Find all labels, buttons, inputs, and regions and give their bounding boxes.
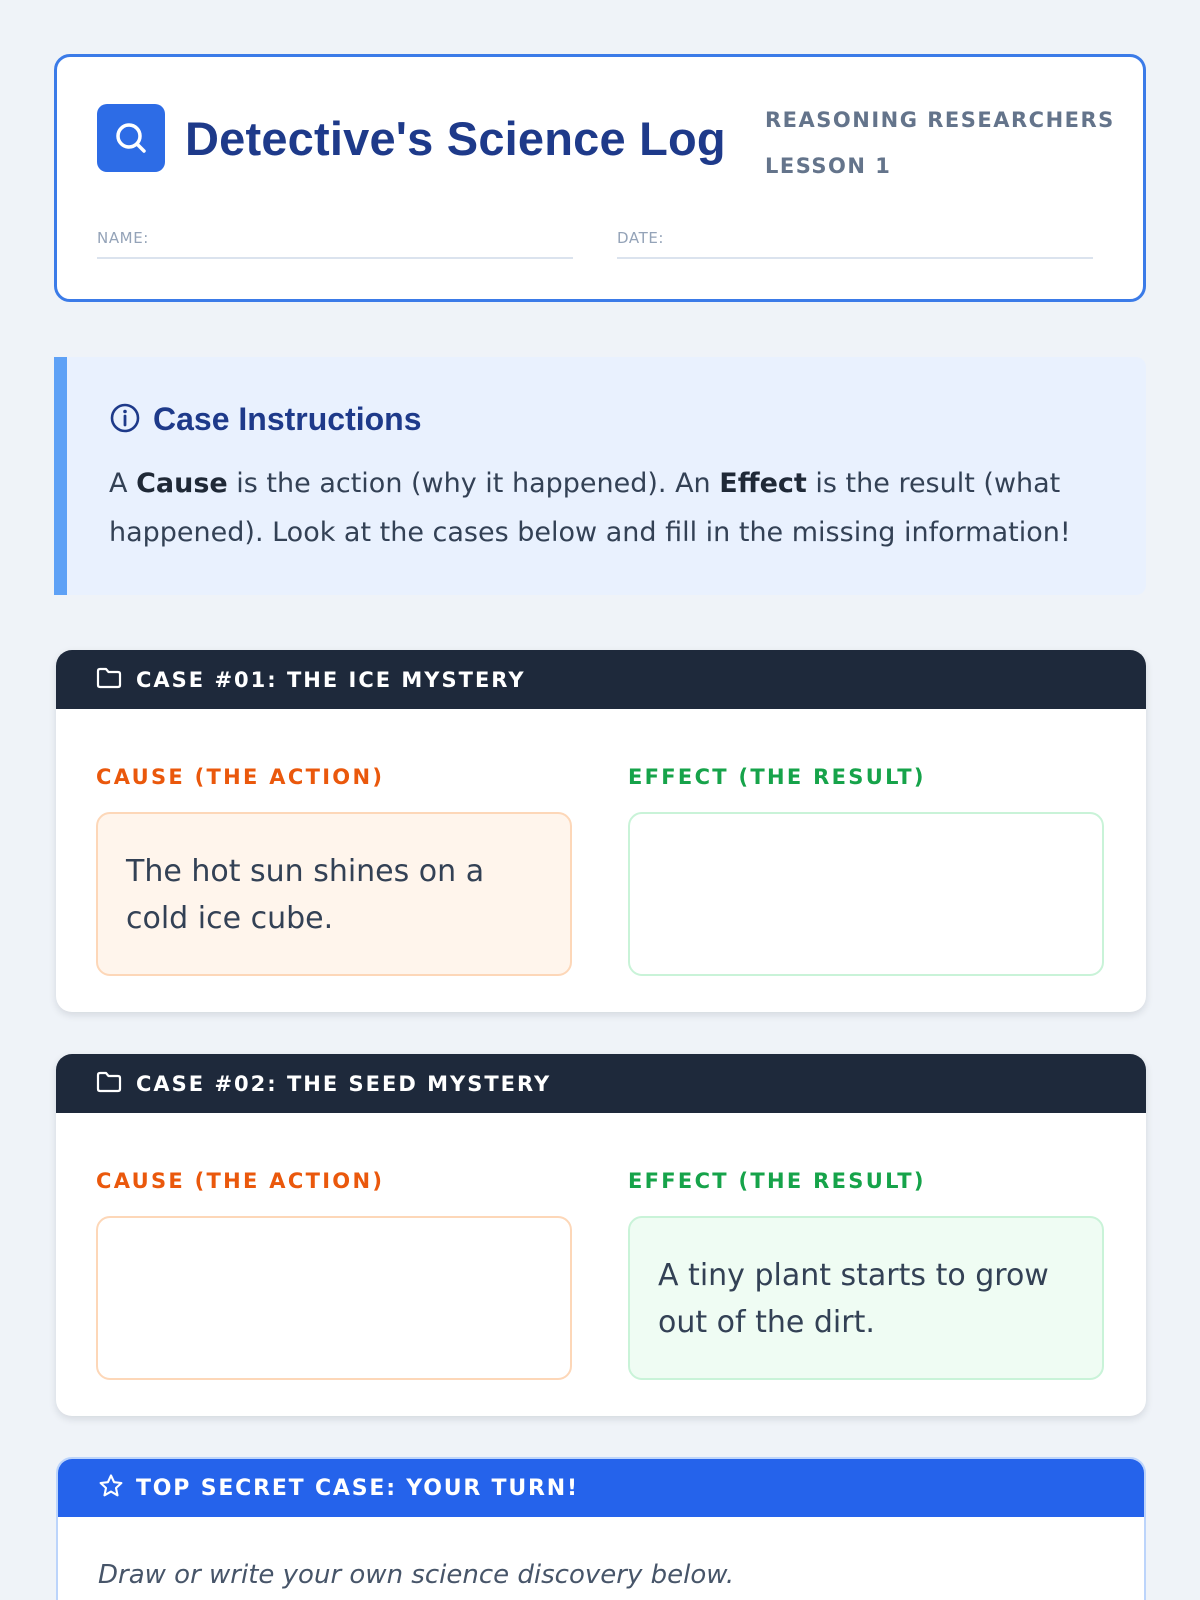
- date-field[interactable]: [617, 223, 1093, 259]
- case-card-1: [56, 650, 1146, 1012]
- instructions-text: [109, 459, 1119, 557]
- effect-box: A tiny plant starts to grow out of the dirt.: [628, 1216, 1104, 1380]
- case-header: [56, 650, 1146, 709]
- header-meta: [765, 97, 1115, 189]
- name-label: NAME:: [97, 229, 149, 247]
- cause-box: The hot sun shines on a cold ice cube.: [96, 812, 572, 976]
- search-icon: [97, 104, 165, 172]
- case-title: CASE #01: THE ICE MYSTERY: [136, 667, 526, 692]
- cause-term: Cause: [136, 468, 228, 499]
- instr-part: is the action (why it happened). An: [227, 468, 720, 499]
- info-icon: [109, 402, 141, 438]
- cause-label: CAUSE (THE ACTION): [96, 765, 385, 789]
- effect-label: EFFECT (THE RESULT): [628, 765, 926, 789]
- case-title: CASE #02: THE SEED MYSTERY: [136, 1071, 552, 1096]
- secret-header: [58, 1459, 1144, 1517]
- instructions-title: Case Instructions: [153, 401, 422, 437]
- effect-label: EFFECT (THE RESULT): [628, 1169, 926, 1193]
- case-card-2: [56, 1054, 1146, 1416]
- log-header: [54, 54, 1146, 302]
- folder-icon: [96, 667, 122, 693]
- cause-label: CAUSE (THE ACTION): [96, 1169, 385, 1193]
- date-label: DATE:: [617, 229, 665, 247]
- case-instructions: [54, 357, 1146, 595]
- folder-icon: [96, 1071, 122, 1097]
- secret-case-card: [56, 1457, 1146, 1600]
- instructions-heading: [109, 401, 422, 438]
- case-header: [56, 1054, 1146, 1113]
- effect-term: Effect: [719, 468, 807, 499]
- secret-prompt: Draw or write your own science discovery below.: [98, 1560, 735, 1590]
- page-title: Detective's Science Log: [185, 112, 726, 165]
- header-lesson: LESSON 1: [765, 154, 892, 178]
- name-field[interactable]: [97, 223, 573, 259]
- star-icon: [98, 1473, 124, 1503]
- header-subtitle: REASONING RESEARCHERS: [765, 108, 1115, 132]
- secret-title: TOP SECRET CASE: YOUR TURN!: [136, 1475, 579, 1501]
- cause-answer-box[interactable]: [96, 1216, 572, 1380]
- instr-part: is the result (what happened). Look at the cases below and fill in the missing information!: [109, 468, 1071, 548]
- instr-part: A: [109, 468, 137, 499]
- effect-answer-box[interactable]: [628, 812, 1104, 976]
